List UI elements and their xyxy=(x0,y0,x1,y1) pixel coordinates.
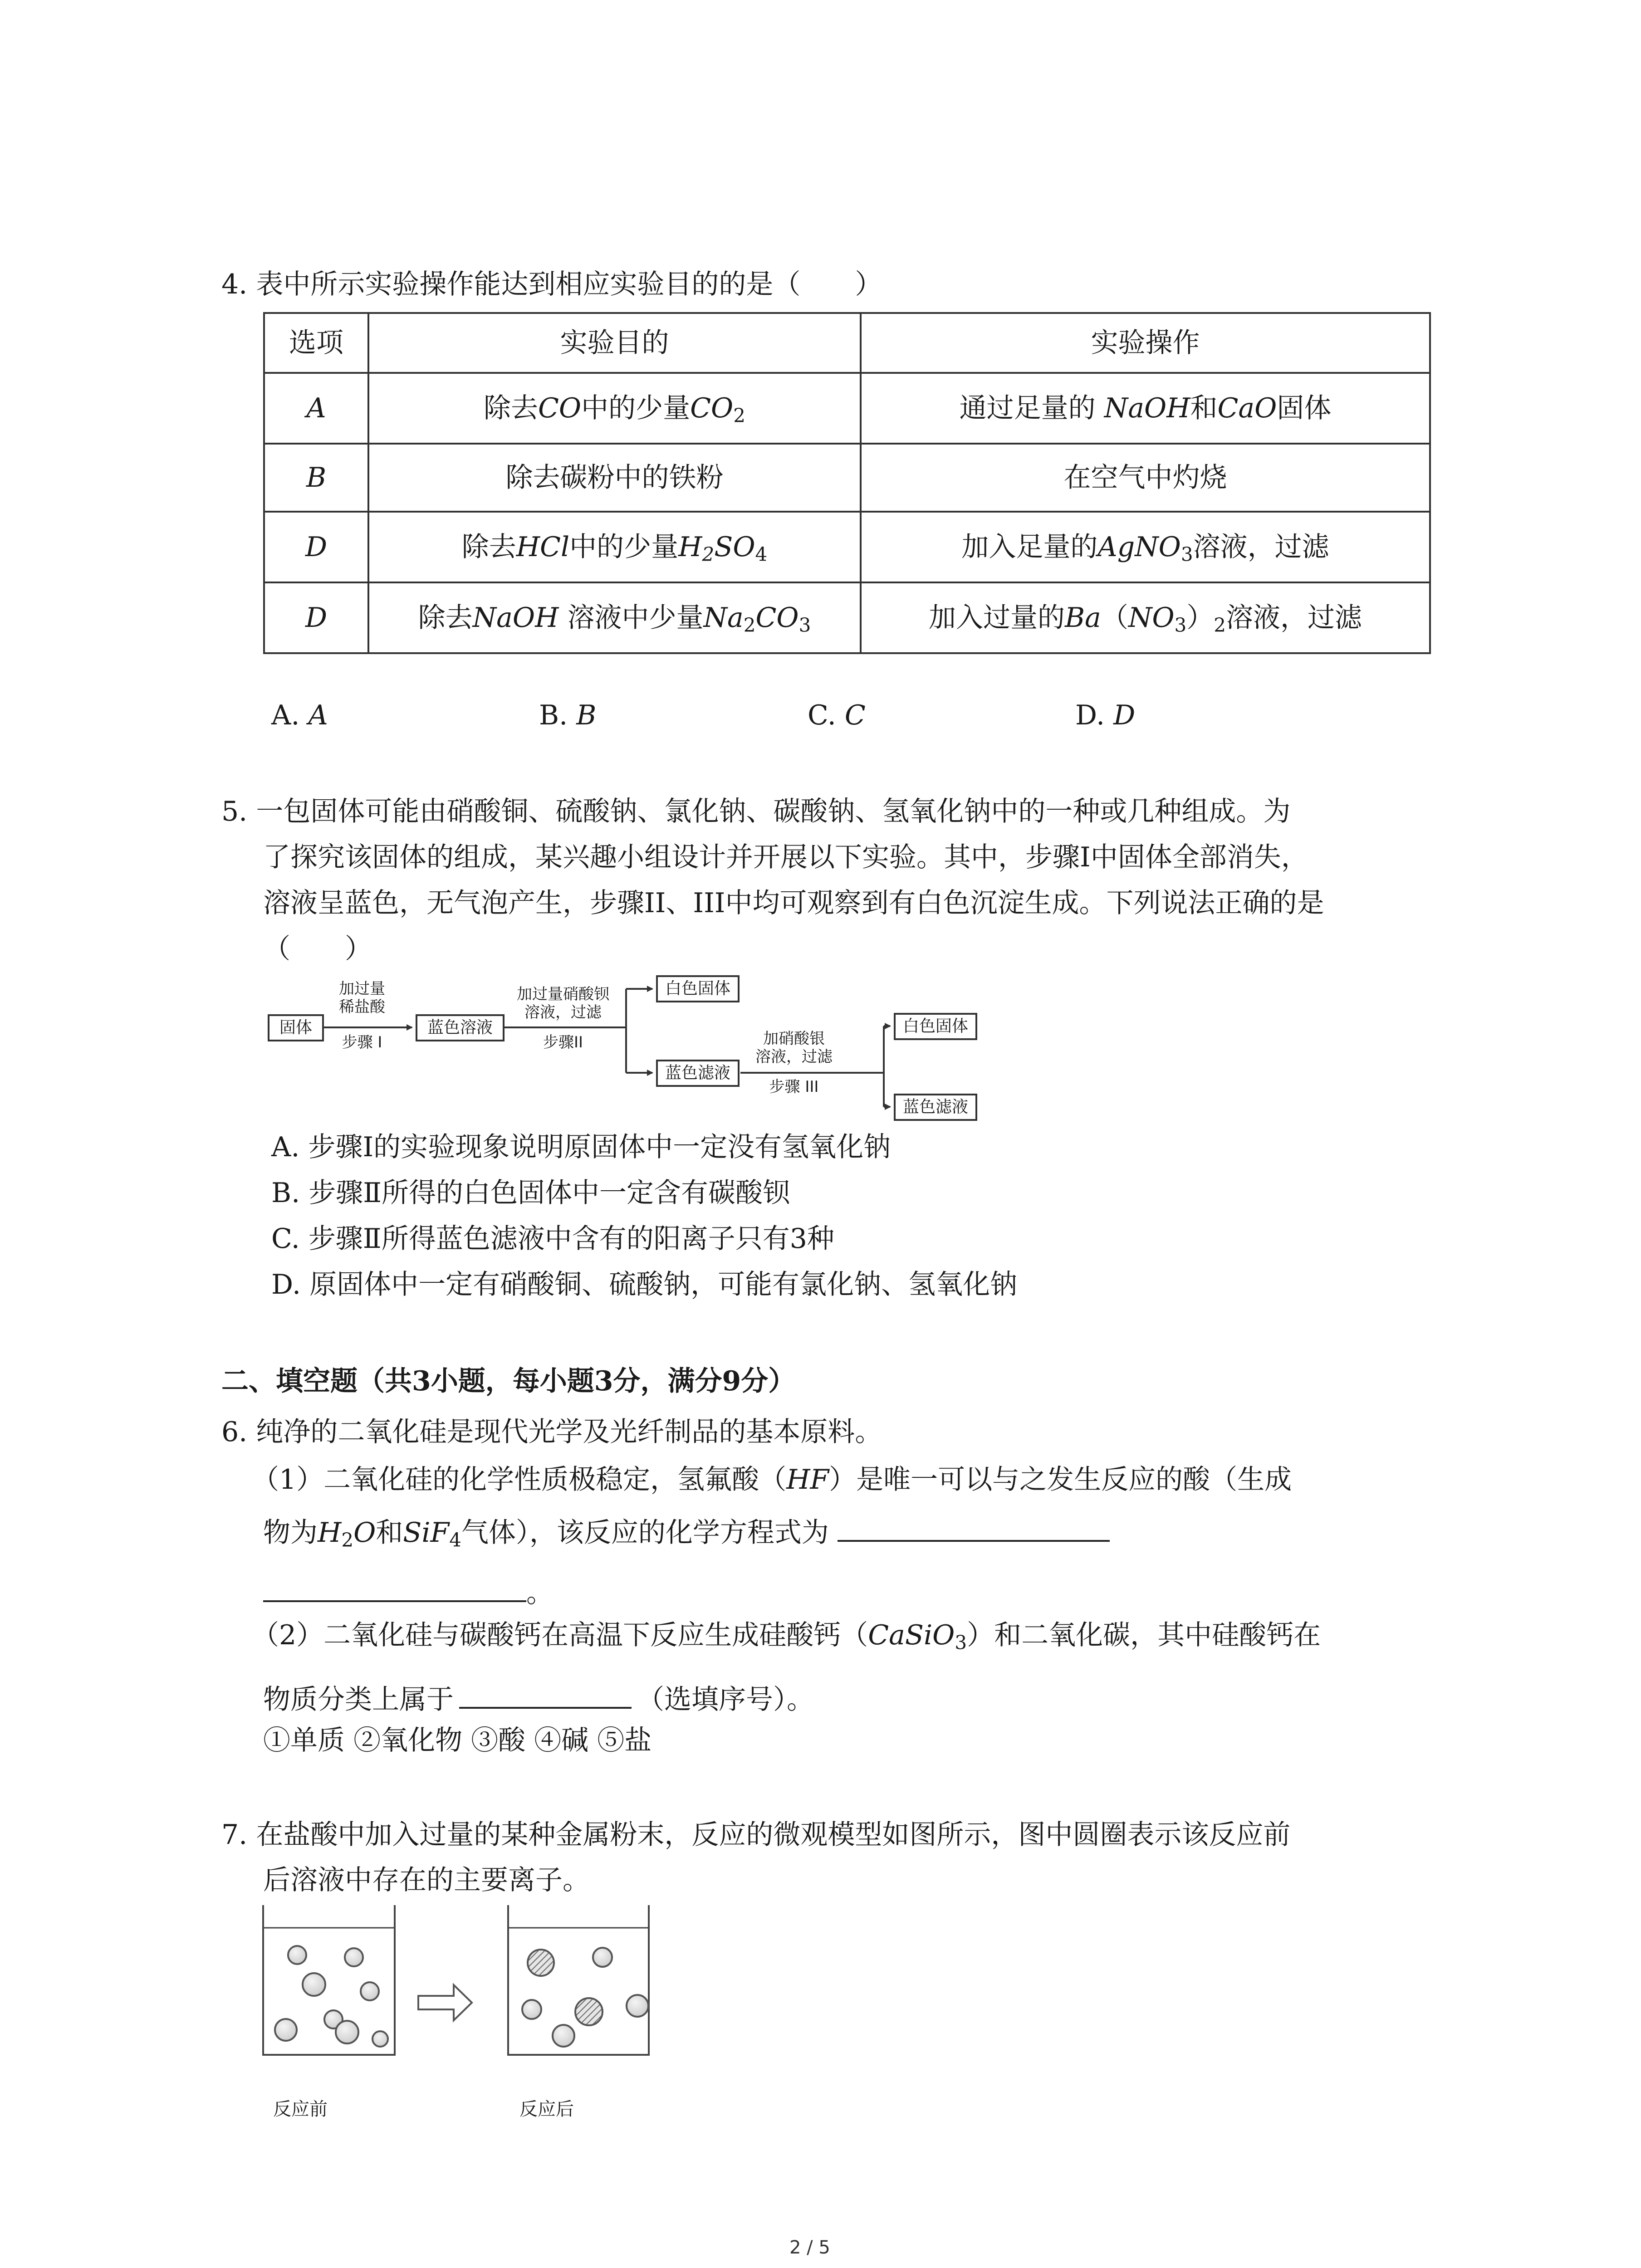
header-option: 选项 xyxy=(264,313,368,373)
q5-stem-line1: 5. 一包固体可能由硝酸铜、硫酸钠、氯化钠、碳酸钠、氢氧化钠中的一种或几种组成。为 xyxy=(221,796,1291,827)
reaction-arrow-icon xyxy=(418,1985,472,2020)
flow-box-blue-filtrate-1: 蓝色滤液 xyxy=(656,1060,740,1087)
q4-stem: 4. 表中所示实验操作能达到相应实验目的的是（ ） xyxy=(221,269,882,300)
caption-before: 反应前 xyxy=(273,2099,328,2120)
flow-label-step1-b: 稀盐酸 xyxy=(339,998,385,1016)
row-option: A xyxy=(264,373,368,444)
flow-box-white-solid-2: 白色固体 xyxy=(894,1013,977,1040)
q4-choice-b[interactable]: B. B xyxy=(539,699,597,731)
q5-option-d[interactable]: D. 原固体中一定有硝酸铜、硫酸钠，可能有氯化钠、氢氧化钠 xyxy=(271,1269,1018,1300)
row-option: B xyxy=(264,444,368,512)
row-goal: 除去碳粉中的铁粉 xyxy=(368,444,861,512)
flow-box-blue-filtrate-2: 蓝色滤液 xyxy=(894,1094,977,1121)
flow-box-white-solid-1: 白色固体 xyxy=(656,975,740,1002)
answer-blank[interactable] xyxy=(459,1678,632,1709)
q4-choice-a[interactable]: A. A xyxy=(271,699,328,731)
header-goal: 实验目的 xyxy=(368,313,861,373)
q6-part2-line2: 物质分类上属于 （选填序号）。 xyxy=(263,1678,814,1717)
row-option: D xyxy=(264,582,368,653)
flow-label-step2-a: 加过量硝酸钡 xyxy=(517,985,609,1003)
q5-stem-line3: 溶液呈蓝色，无气泡产生，步骤II、III中均可观察到有白色沉淀生成。下列说法正确的是 xyxy=(263,887,1324,919)
section-title: 二、填空题（共3小题，每小题3分，满分9分） xyxy=(221,1365,796,1397)
row-goal: 除去HCl中的少量$H_2SO_4$ xyxy=(368,512,861,582)
row-goal: 除去NaOH 溶液中少量$Na_2CO_3$ xyxy=(368,582,861,653)
flow-label-step2-c: 步骤II xyxy=(543,1033,583,1051)
q4-choice-c[interactable]: C. C xyxy=(808,699,866,731)
row-operation: 加入过量的$Ba(NO_3)_2$溶液，过滤 xyxy=(861,582,1430,653)
q5-stem-line2: 了探究该固体的组成，某兴趣小组设计并开展以下实验。其中，步骤I中固体全部消失， xyxy=(263,841,1308,873)
row-goal: 除去CO中的少量$CO_2$ xyxy=(368,373,861,444)
q4-choice-d[interactable]: D. D xyxy=(1075,699,1136,731)
flow-label-step1-a: 加过量 xyxy=(339,980,385,998)
q5-option-a[interactable]: A. 步骤Ⅰ的实验现象说明原固体中一定没有氢氧化钠 xyxy=(271,1131,891,1163)
q5-stem-line4: （ ） xyxy=(263,933,372,965)
q5-option-c[interactable]: C. 步骤Ⅱ所得蓝色滤液中含有的阳离子只有3种 xyxy=(271,1223,834,1255)
page-number: 2 / 5 xyxy=(789,2237,830,2258)
flow-box-solid: 固体 xyxy=(268,1014,324,1041)
beaker-diagram xyxy=(254,1901,671,2109)
answer-blank[interactable] xyxy=(263,1572,526,1602)
q5-option-b[interactable]: B. 步骤Ⅱ所得的白色固体中一定含有碳酸钡 xyxy=(271,1177,790,1209)
flow-label-step1-c: 步骤 I xyxy=(342,1033,382,1051)
header-operation: 实验操作 xyxy=(861,313,1430,373)
flow-label-step2-b: 溶液，过滤 xyxy=(524,1003,602,1022)
q6-part1-line1: （1）二氧化硅的化学性质极稳定，氢氟酸（HF）是唯一可以与之发生反应的酸（生成 xyxy=(252,1464,1292,1496)
q6-stem: 6. 纯净的二氧化硅是现代光学及光纤制品的基本原料。 xyxy=(221,1416,882,1448)
flow-label-step3-a: 加硝酸银 xyxy=(763,1030,825,1048)
q6-part2-options: ①单质 ②氧化物 ③酸 ④碱 ⑤盐 xyxy=(263,1725,652,1756)
row-option: D xyxy=(264,512,368,582)
row-operation: 通过足量的 NaOH和CaO固体 xyxy=(861,373,1430,444)
flow-box-blue-solution: 蓝色溶液 xyxy=(416,1014,505,1041)
q7-stem-line2: 后溶液中存在的主要离子。 xyxy=(263,1864,590,1896)
q6-part1-line3: 。 xyxy=(263,1572,554,1610)
q7-stem-line1: 7. 在盐酸中加入过量的某种金属粉末，反应的微观模型如图所示，图中圆圈表示该反应前 xyxy=(221,1819,1291,1851)
caption-after: 反应后 xyxy=(519,2099,574,2120)
answer-blank[interactable] xyxy=(838,1511,1110,1542)
q6-part2-line1: （2）二氧化硅与碳酸钙在高温下反应生成硅酸钙（CaSiO$_3$）和二氧化碳，其中硅酸钙在 xyxy=(252,1619,1321,1654)
row-operation: 加入足量的AgNO$_3$溶液，过滤 xyxy=(861,512,1430,582)
flow-label-step3-b: 溶液，过滤 xyxy=(755,1048,833,1066)
q6-part1-line2: 物为$H_2O$和SiF$_4$气体），该反应的化学方程式为 xyxy=(263,1511,1110,1550)
flow-label-step3-c: 步骤 III xyxy=(769,1078,819,1096)
row-operation: 在空气中灼烧 xyxy=(861,444,1430,512)
